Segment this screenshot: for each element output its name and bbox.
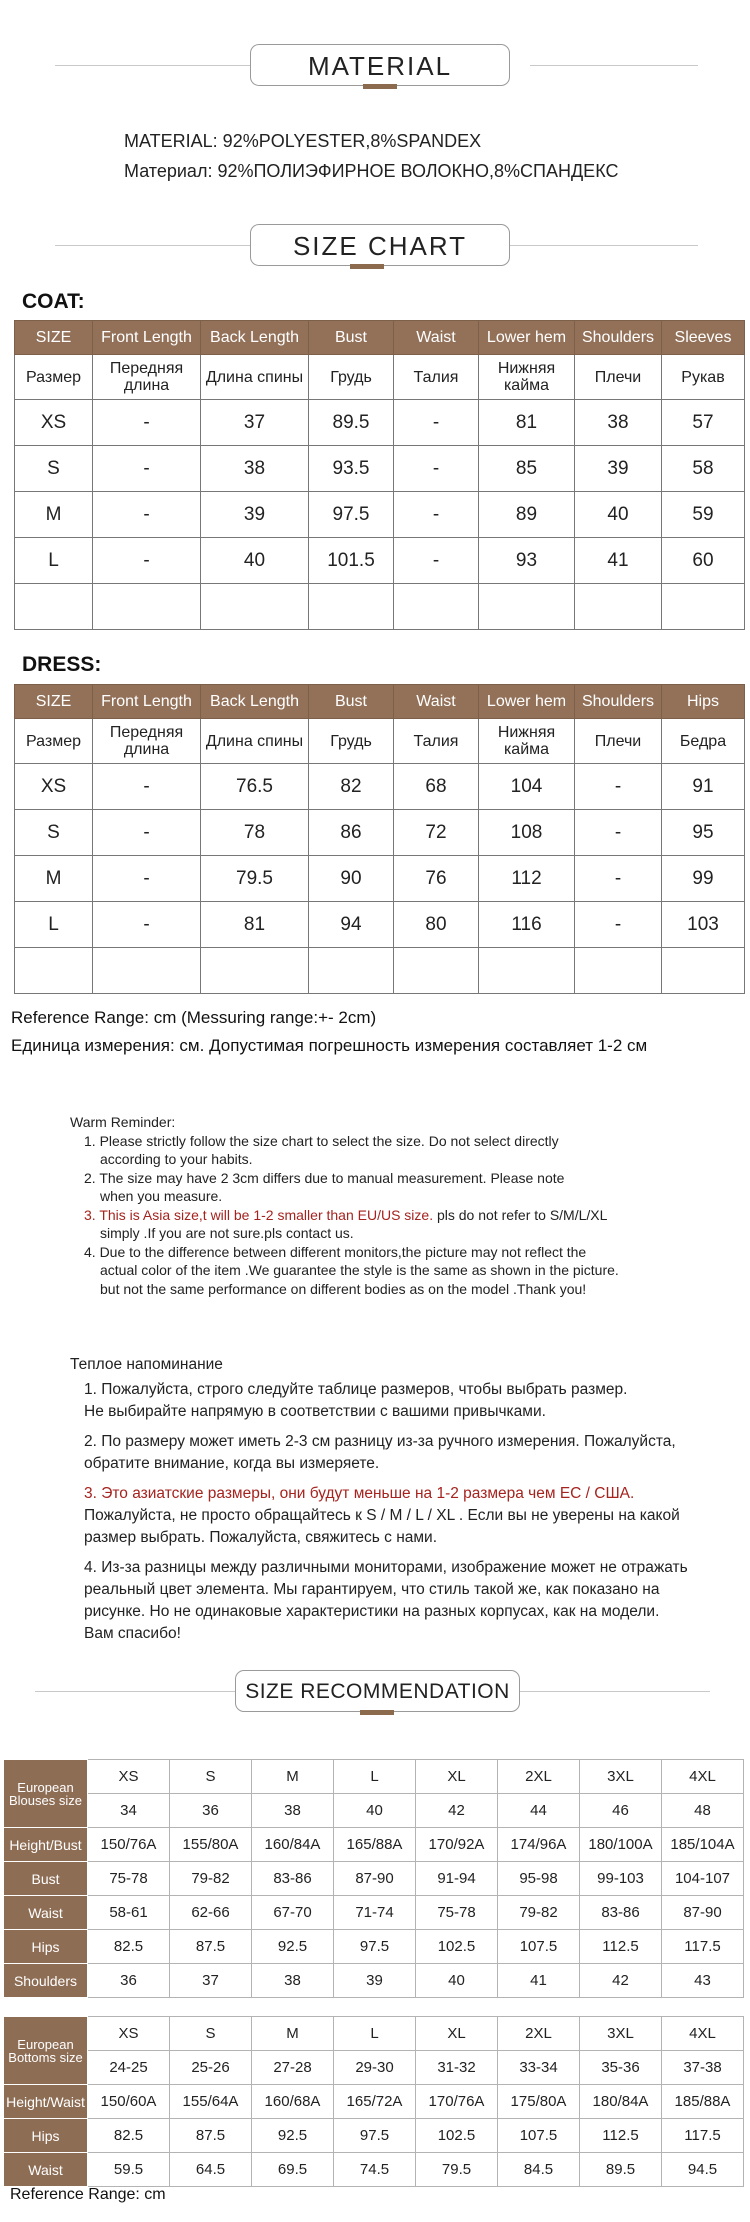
column-header: Bust bbox=[309, 685, 394, 719]
table-cell: 39 bbox=[334, 1964, 416, 1998]
table-cell: 58-61 bbox=[88, 1896, 170, 1930]
table-cell: 37 bbox=[170, 1964, 252, 1998]
ru-column-header: Талия bbox=[394, 719, 479, 764]
table-cell: 37 bbox=[201, 400, 309, 446]
reminder-ru-point-3: 3. Это азиатские размеры, они будут меньше на 1-2 размера чем EC / США. bbox=[84, 1485, 635, 1502]
divider bbox=[510, 245, 698, 246]
table-cell: 75-78 bbox=[88, 1862, 170, 1896]
european-size-label: European Bottoms size bbox=[4, 2017, 88, 2085]
size-cell: XS bbox=[88, 2017, 170, 2051]
column-header: Hips bbox=[662, 685, 745, 719]
table-cell: - bbox=[93, 538, 201, 584]
table-cell: 97.5 bbox=[309, 492, 394, 538]
warm-reminder-en bbox=[70, 1113, 619, 1298]
table-cell: 82.5 bbox=[88, 2119, 170, 2153]
table-row bbox=[4, 1828, 744, 1862]
table-cell: 39 bbox=[201, 492, 309, 538]
table-cell bbox=[201, 948, 309, 994]
table-row bbox=[15, 446, 745, 492]
table-cell: 97.5 bbox=[334, 1930, 416, 1964]
table-cell: 175/80A bbox=[498, 2085, 580, 2119]
warm-reminder-ru bbox=[70, 1354, 688, 1645]
table-cell: 99 bbox=[662, 856, 745, 902]
table-cell: 36 bbox=[88, 1964, 170, 1998]
reference-range-ru: Единица измерения: см. Допустимая погрешность измерения составляет 1-2 см bbox=[11, 1036, 648, 1055]
ru-column-header: Плечи bbox=[575, 719, 662, 764]
table-cell: S bbox=[15, 446, 93, 492]
eu-size-cell: 33-34 bbox=[498, 2051, 580, 2085]
table-cell: - bbox=[575, 810, 662, 856]
table-row bbox=[15, 584, 745, 630]
table-cell bbox=[309, 584, 394, 630]
table-cell: 79-82 bbox=[170, 1862, 252, 1896]
reminder-point-4-cont2: but not the same performance on different bodies as on the model .Thank you! bbox=[100, 1280, 587, 1297]
table-cell: - bbox=[93, 446, 201, 492]
table-cell: 104 bbox=[479, 764, 575, 810]
table-cell: 42 bbox=[580, 1964, 662, 1998]
reminder-point-1-cont: according to your habits. bbox=[100, 1151, 253, 1167]
table-row bbox=[4, 1930, 744, 1964]
table-cell: 180/84A bbox=[580, 2085, 662, 2119]
reminder-point-1: 1. Please strictly follow the size chart to select the size. Do not select directly bbox=[84, 1132, 559, 1149]
ru-column-header: Размер bbox=[15, 719, 93, 764]
table-cell: 86 bbox=[309, 810, 394, 856]
table-cell: 62-66 bbox=[170, 1896, 252, 1930]
material-line-en: MATERIAL: 92%POLYESTER,8%SPANDEX bbox=[124, 131, 482, 151]
table-cell: 108 bbox=[479, 810, 575, 856]
table-cell: 58 bbox=[662, 446, 745, 492]
table-row bbox=[15, 764, 745, 810]
reminder-point-2-cont: when you measure. bbox=[100, 1188, 223, 1204]
heading-accent bbox=[350, 264, 384, 269]
table-cell: 95 bbox=[662, 810, 745, 856]
material-line-ru: Материал: 92%ПОЛИЭФИРНОЕ ВОЛОКНО,8%СПАНДЕКС bbox=[124, 161, 619, 181]
table-cell: 97.5 bbox=[334, 2119, 416, 2153]
table-cell: 170/92A bbox=[416, 1828, 498, 1862]
table-cell: - bbox=[93, 810, 201, 856]
reminder-point-3-cont: simply .If you are not sure.pls contact us. bbox=[100, 1225, 354, 1241]
table-cell: 67-70 bbox=[252, 1896, 334, 1930]
reminder-ru-point-3-cont2: размер выбрать. Пожалуйста, свяжитесь с нами. bbox=[84, 1529, 438, 1546]
reference-range-en: Reference Range: cm (Messuring range:+- 2cm) bbox=[11, 1008, 377, 1027]
table-cell bbox=[662, 948, 745, 994]
table-cell: 76.5 bbox=[201, 764, 309, 810]
eu-size-cell: 25-26 bbox=[170, 2051, 252, 2085]
table-cell: - bbox=[394, 400, 479, 446]
column-header: Waist bbox=[394, 685, 479, 719]
reminder-title: Warm Reminder: bbox=[70, 1114, 176, 1130]
table-cell: - bbox=[93, 902, 201, 948]
ru-column-header: Нижняя кайма bbox=[479, 355, 575, 400]
table-cell: 150/60A bbox=[88, 2085, 170, 2119]
table-cell: 39 bbox=[575, 446, 662, 492]
size-cell: 3XL bbox=[580, 2017, 662, 2051]
divider bbox=[35, 1691, 235, 1692]
divider bbox=[520, 1691, 710, 1692]
bottoms-recommendation-table bbox=[3, 2016, 744, 2187]
table-cell bbox=[201, 584, 309, 630]
ru-column-header: Передняя длина bbox=[93, 355, 201, 400]
table-row bbox=[15, 538, 745, 584]
table-row bbox=[4, 1862, 744, 1896]
table-cell: 117.5 bbox=[662, 2119, 744, 2153]
column-header: Front Length bbox=[93, 685, 201, 719]
eu-size-cell: 36 bbox=[170, 1794, 252, 1828]
table-cell: 91 bbox=[662, 764, 745, 810]
table-cell: 79.5 bbox=[201, 856, 309, 902]
table-cell: - bbox=[394, 492, 479, 538]
divider bbox=[55, 65, 250, 66]
table-cell: 90 bbox=[309, 856, 394, 902]
column-header: Shoulders bbox=[575, 321, 662, 355]
row-label: Bust bbox=[4, 1862, 88, 1896]
sizes-row bbox=[4, 1760, 744, 1794]
column-header: Back Length bbox=[201, 685, 309, 719]
column-header: Lower hem bbox=[479, 685, 575, 719]
size-recommendation-section-header bbox=[0, 1670, 750, 1714]
table-cell: 83-86 bbox=[252, 1862, 334, 1896]
size-chart-section-header bbox=[0, 224, 750, 268]
size-cell: 2XL bbox=[498, 1760, 580, 1794]
european-size-label: European Blouses size bbox=[4, 1760, 88, 1828]
table-row bbox=[4, 1964, 744, 1998]
table-cell bbox=[93, 948, 201, 994]
table-cell bbox=[394, 584, 479, 630]
table-cell: 102.5 bbox=[416, 1930, 498, 1964]
table-cell: 91-94 bbox=[416, 1862, 498, 1896]
ru-column-header: Плечи bbox=[575, 355, 662, 400]
size-cell: M bbox=[252, 1760, 334, 1794]
table-cell: 59 bbox=[662, 492, 745, 538]
table-cell: 81 bbox=[201, 902, 309, 948]
size-chart-heading: SIZE CHART bbox=[250, 224, 510, 266]
eu-size-cell: 38 bbox=[252, 1794, 334, 1828]
table-cell: 38 bbox=[252, 1964, 334, 1998]
eu-size-cell: 42 bbox=[416, 1794, 498, 1828]
table-cell: 185/104A bbox=[662, 1828, 744, 1862]
table-cell: 112.5 bbox=[580, 2119, 662, 2153]
table-cell: 102.5 bbox=[416, 2119, 498, 2153]
table-cell: - bbox=[394, 446, 479, 492]
table-row bbox=[15, 400, 745, 446]
column-header: Waist bbox=[394, 321, 479, 355]
size-cell: M bbox=[252, 2017, 334, 2051]
table-cell: 83-86 bbox=[580, 1896, 662, 1930]
table-cell: 174/96A bbox=[498, 1828, 580, 1862]
table-cell: 59.5 bbox=[88, 2153, 170, 2187]
column-header: Shoulders bbox=[575, 685, 662, 719]
table-cell bbox=[394, 948, 479, 994]
table-cell: S bbox=[15, 810, 93, 856]
table-cell: 94.5 bbox=[662, 2153, 744, 2187]
coat-size-table bbox=[14, 320, 745, 630]
table-row bbox=[15, 810, 745, 856]
table-cell: 116 bbox=[479, 902, 575, 948]
size-cell: XL bbox=[416, 2017, 498, 2051]
table-cell: 41 bbox=[575, 538, 662, 584]
ru-column-header: Передняя длина bbox=[93, 719, 201, 764]
header-row bbox=[15, 321, 745, 355]
table-cell bbox=[662, 584, 745, 630]
ru-header-row bbox=[15, 719, 745, 764]
column-header: Sleeves bbox=[662, 321, 745, 355]
reminder-ru-point-4-cont: реальный цвет элемента. Мы гарантируем, что стиль такой же, как показано на bbox=[84, 1581, 660, 1598]
table-cell: 92.5 bbox=[252, 2119, 334, 2153]
reminder-ru-point-2: 2. По размеру может иметь 2-3 см разницу из-за ручного измерения. Пожалуйста, bbox=[84, 1433, 676, 1450]
table-row bbox=[4, 2153, 744, 2187]
eu-size-cell: 31-32 bbox=[416, 2051, 498, 2085]
reminder-ru-point-4-cont3: Вам спасибо! bbox=[84, 1625, 181, 1642]
ru-column-header: Нижняя кайма bbox=[479, 719, 575, 764]
table-cell: 57 bbox=[662, 400, 745, 446]
table-cell bbox=[15, 948, 93, 994]
table-cell: - bbox=[575, 902, 662, 948]
size-cell: 3XL bbox=[580, 1760, 662, 1794]
reminder-point-2: 2. The size may have 2 3cm differs due to manual measurement. Please note bbox=[84, 1169, 565, 1186]
table-cell: 160/68A bbox=[252, 2085, 334, 2119]
table-cell: 117.5 bbox=[662, 1930, 744, 1964]
table-cell: 85 bbox=[479, 446, 575, 492]
table-cell: 72 bbox=[394, 810, 479, 856]
table-cell: 40 bbox=[575, 492, 662, 538]
table-cell: 95-98 bbox=[498, 1862, 580, 1896]
table-cell: 43 bbox=[662, 1964, 744, 1998]
reminder-ru-point-1-cont: Не выбирайте напрямую в соответствии с вашими привычками. bbox=[84, 1403, 546, 1420]
eu-size-cell: 27-28 bbox=[252, 2051, 334, 2085]
table-cell bbox=[309, 948, 394, 994]
divider bbox=[55, 245, 250, 246]
row-label: Waist bbox=[4, 2153, 88, 2187]
table-cell: 93.5 bbox=[309, 446, 394, 492]
table-row bbox=[4, 2119, 744, 2153]
table-cell: 180/100A bbox=[580, 1828, 662, 1862]
row-label: Waist bbox=[4, 1896, 88, 1930]
table-cell: 87-90 bbox=[334, 1862, 416, 1896]
table-cell: - bbox=[93, 764, 201, 810]
column-header: Lower hem bbox=[479, 321, 575, 355]
table-cell: 93 bbox=[479, 538, 575, 584]
table-cell: 40 bbox=[416, 1964, 498, 1998]
table-cell: 87.5 bbox=[170, 2119, 252, 2153]
table-cell: 155/80A bbox=[170, 1828, 252, 1862]
table-cell: 92.5 bbox=[252, 1930, 334, 1964]
reminder-ru-point-2-cont: обратите внимание, когда вы измеряете. bbox=[84, 1455, 380, 1472]
table-cell: 112.5 bbox=[580, 1930, 662, 1964]
coat-label: COAT: bbox=[22, 290, 85, 313]
ru-column-header: Размер bbox=[15, 355, 93, 400]
table-cell: 79-82 bbox=[498, 1896, 580, 1930]
size-cell: L bbox=[334, 1760, 416, 1794]
ru-column-header: Грудь bbox=[309, 719, 394, 764]
table-row bbox=[15, 902, 745, 948]
table-cell bbox=[575, 948, 662, 994]
table-cell: 79.5 bbox=[416, 2153, 498, 2187]
table-row bbox=[4, 1896, 744, 1930]
eu-size-row bbox=[4, 1794, 744, 1828]
table-cell: 41 bbox=[498, 1964, 580, 1998]
reminder-point-3-rest: pls do not refer to S/M/L/XL bbox=[433, 1206, 608, 1223]
table-cell: 68 bbox=[394, 764, 479, 810]
row-label: Height/Bust bbox=[4, 1828, 88, 1862]
material-heading: MATERIAL bbox=[250, 44, 510, 86]
row-label: Hips bbox=[4, 2119, 88, 2153]
table-cell: 81 bbox=[479, 400, 575, 446]
size-cell: L bbox=[334, 2017, 416, 2051]
table-cell: - bbox=[394, 538, 479, 584]
table-cell: M bbox=[15, 492, 93, 538]
table-cell bbox=[479, 948, 575, 994]
size-cell: 2XL bbox=[498, 2017, 580, 2051]
table-cell: 104-107 bbox=[662, 1862, 744, 1896]
size-cell: 4XL bbox=[662, 2017, 744, 2051]
table-cell: 165/72A bbox=[334, 2085, 416, 2119]
material-section-header bbox=[0, 44, 750, 88]
table-row bbox=[15, 856, 745, 902]
sizes-row bbox=[4, 2017, 744, 2051]
recommendation-reference-range: Reference Range: cm bbox=[10, 2186, 166, 2203]
table-cell: 170/76A bbox=[416, 2085, 498, 2119]
table-cell: 87.5 bbox=[170, 1930, 252, 1964]
eu-size-cell: 24-25 bbox=[88, 2051, 170, 2085]
reminder-point-4-cont: actual color of the item .We guarantee the style is the same as shown in the picture. bbox=[100, 1262, 619, 1278]
ru-column-header: Длина спины bbox=[201, 355, 309, 400]
eu-size-cell: 46 bbox=[580, 1794, 662, 1828]
dress-label: DRESS: bbox=[22, 653, 102, 676]
table-cell: 155/64A bbox=[170, 2085, 252, 2119]
table-cell: 165/88A bbox=[334, 1828, 416, 1862]
table-cell bbox=[15, 584, 93, 630]
table-cell: 150/76A bbox=[88, 1828, 170, 1862]
table-cell bbox=[575, 584, 662, 630]
dress-size-table bbox=[14, 684, 745, 994]
table-cell: - bbox=[93, 400, 201, 446]
ru-column-header: Длина спины bbox=[201, 719, 309, 764]
column-header: Front Length bbox=[93, 321, 201, 355]
table-cell: M bbox=[15, 856, 93, 902]
ru-column-header: Грудь bbox=[309, 355, 394, 400]
table-cell: 76 bbox=[394, 856, 479, 902]
reminder-ru-point-3-cont: Пожалуйста, не просто обращайтесь к S / M / L / XL . Если вы не уверены на какой bbox=[84, 1507, 680, 1524]
row-label: Height/Waist bbox=[4, 2085, 88, 2119]
blouses-recommendation-table bbox=[3, 1759, 744, 1998]
table-cell: 82.5 bbox=[88, 1930, 170, 1964]
table-cell: 89.5 bbox=[580, 2153, 662, 2187]
table-cell: 94 bbox=[309, 902, 394, 948]
size-cell: XS bbox=[88, 1760, 170, 1794]
table-cell: 89.5 bbox=[309, 400, 394, 446]
table-cell: 78 bbox=[201, 810, 309, 856]
ru-column-header: Рукав bbox=[662, 355, 745, 400]
table-cell: 112 bbox=[479, 856, 575, 902]
table-cell: 107.5 bbox=[498, 1930, 580, 1964]
reminder-ru-point-1: 1. Пожалуйста, строго следуйте таблице размеров, чтобы выбрать размер. bbox=[84, 1381, 628, 1398]
table-cell: 89 bbox=[479, 492, 575, 538]
ru-column-header: Талия bbox=[394, 355, 479, 400]
column-header: SIZE bbox=[15, 321, 93, 355]
divider bbox=[530, 65, 698, 66]
table-cell: 38 bbox=[201, 446, 309, 492]
size-recommendation-heading: SIZE RECOMMENDATION bbox=[235, 1670, 520, 1712]
reminder-ru-point-4-cont2: рисунке. Но не одинаковые характеристики на разных корпусах, как на модели. bbox=[84, 1603, 660, 1620]
eu-size-cell: 34 bbox=[88, 1794, 170, 1828]
table-cell: 71-74 bbox=[334, 1896, 416, 1930]
table-cell: - bbox=[93, 856, 201, 902]
column-header: Bust bbox=[309, 321, 394, 355]
row-label: Shoulders bbox=[4, 1964, 88, 1998]
table-cell: - bbox=[93, 492, 201, 538]
table-cell: 38 bbox=[575, 400, 662, 446]
size-cell: 4XL bbox=[662, 1760, 744, 1794]
reminder-point-3 bbox=[70, 1206, 619, 1225]
table-cell bbox=[479, 584, 575, 630]
table-cell: 185/88A bbox=[662, 2085, 744, 2119]
table-cell: 74.5 bbox=[334, 2153, 416, 2187]
row-label: Hips bbox=[4, 1930, 88, 1964]
table-cell: 82 bbox=[309, 764, 394, 810]
table-row bbox=[15, 492, 745, 538]
table-cell: 75-78 bbox=[416, 1896, 498, 1930]
size-cell: S bbox=[170, 2017, 252, 2051]
table-cell: 69.5 bbox=[252, 2153, 334, 2187]
eu-size-cell: 37-38 bbox=[662, 2051, 744, 2085]
reminder-ru-point-4: 4. Из-за разницы между различными мониторами, изображение может не отражать bbox=[84, 1559, 688, 1576]
table-cell: 84.5 bbox=[498, 2153, 580, 2187]
table-cell: 101.5 bbox=[309, 538, 394, 584]
table-cell: 99-103 bbox=[580, 1862, 662, 1896]
ru-column-header: Бедра bbox=[662, 719, 745, 764]
table-cell: L bbox=[15, 538, 93, 584]
table-cell: 60 bbox=[662, 538, 745, 584]
eu-size-cell: 48 bbox=[662, 1794, 744, 1828]
table-cell: 64.5 bbox=[170, 2153, 252, 2187]
heading-accent bbox=[363, 84, 397, 89]
ru-header-row bbox=[15, 355, 745, 400]
table-cell: 40 bbox=[201, 538, 309, 584]
reminder-point-4: 4. Due to the difference between different monitors,the picture may not reflect the bbox=[84, 1243, 587, 1260]
eu-size-row bbox=[4, 2051, 744, 2085]
table-cell: 103 bbox=[662, 902, 745, 948]
table-cell bbox=[93, 584, 201, 630]
table-row bbox=[15, 948, 745, 994]
table-cell: L bbox=[15, 902, 93, 948]
eu-size-cell: 29-30 bbox=[334, 2051, 416, 2085]
size-cell: S bbox=[170, 1760, 252, 1794]
size-cell: XL bbox=[416, 1760, 498, 1794]
table-row bbox=[4, 2085, 744, 2119]
header-row bbox=[15, 685, 745, 719]
table-cell: 80 bbox=[394, 902, 479, 948]
table-cell: 87-90 bbox=[662, 1896, 744, 1930]
reminder-ru-title: Теплое напоминание bbox=[70, 1356, 223, 1373]
asia-size-warning: 3. This is Asia size,t will be 1-2 smaller than EU/US size. bbox=[84, 1206, 434, 1223]
table-cell: 160/84A bbox=[252, 1828, 334, 1862]
eu-size-cell: 44 bbox=[498, 1794, 580, 1828]
table-cell: XS bbox=[15, 400, 93, 446]
eu-size-cell: 40 bbox=[334, 1794, 416, 1828]
table-cell: - bbox=[575, 764, 662, 810]
eu-size-cell: 35-36 bbox=[580, 2051, 662, 2085]
table-cell: - bbox=[575, 856, 662, 902]
table-cell: XS bbox=[15, 764, 93, 810]
column-header: SIZE bbox=[15, 685, 93, 719]
column-header: Back Length bbox=[201, 321, 309, 355]
heading-accent bbox=[360, 1710, 394, 1715]
table-cell: 107.5 bbox=[498, 2119, 580, 2153]
